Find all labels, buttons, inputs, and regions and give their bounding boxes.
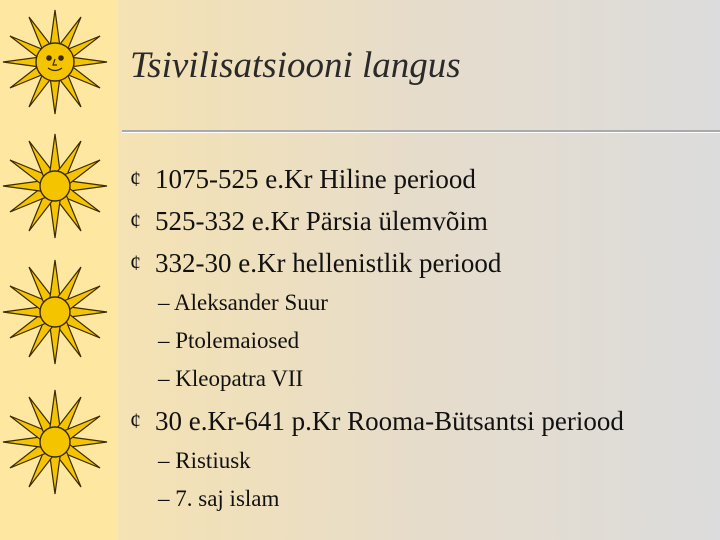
bullet-item <box>130 400 710 442</box>
bullet-icon: ¢ <box>130 208 141 233</box>
sun-face-feature <box>59 56 63 60</box>
bullet-text: 332-30 e.Kr hellenistlik periood <box>155 248 502 278</box>
bullet-icon: ¢ <box>130 250 141 275</box>
sun-decoration <box>0 0 118 540</box>
sun-burst-icon <box>3 390 107 494</box>
bullet-text: 1075-525 e.Kr Hiline periood <box>155 164 476 194</box>
bullet-item <box>130 200 710 242</box>
sun-core <box>40 297 70 327</box>
title-divider <box>122 130 720 132</box>
bullet-text: 30 e.Kr-641 p.Kr Rooma-Bütsantsi periood <box>155 406 624 436</box>
bullet-text: 525-332 e.Kr Pärsia ülemvõim <box>155 206 488 236</box>
sun-core <box>36 43 74 81</box>
sub-bullet-item: – 7. saj islam <box>158 486 280 511</box>
sun-burst-icon <box>3 10 107 114</box>
bullet-item <box>130 158 710 200</box>
bullet-icon: ¢ <box>130 408 141 433</box>
sub-bullet-item: – Kleopatra VII <box>158 366 304 391</box>
sun-face-feature <box>47 56 51 60</box>
bullet-item <box>130 242 710 284</box>
sun-burst-icon <box>3 134 107 238</box>
sub-bullet-item: – Ptolemaiosed <box>158 328 300 353</box>
sun-burst-icon <box>3 260 107 364</box>
sub-bullet-item: – Ristiusk <box>158 448 251 473</box>
sun-core <box>40 171 70 201</box>
bullet-list <box>130 158 710 518</box>
slide-title: Tsivilisatsiooni langus <box>130 45 461 86</box>
sun-core <box>40 427 70 457</box>
bullet-icon: ¢ <box>130 166 141 191</box>
sub-bullet-item: – Aleksander Suur <box>158 290 328 315</box>
